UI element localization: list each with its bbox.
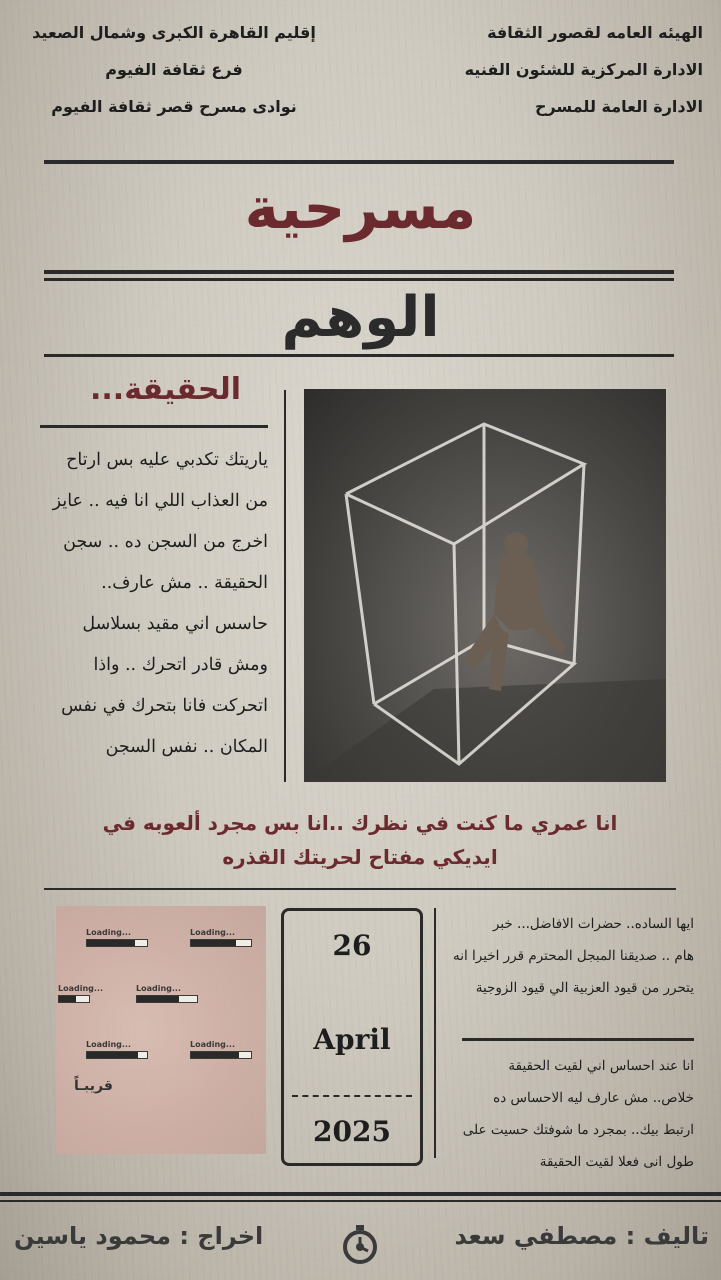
truth-heading: الحقيقة... xyxy=(90,372,241,407)
divider xyxy=(462,1038,694,1041)
loading-indicator xyxy=(190,928,252,947)
truth-line: حاسس اني مقيد بسلاسل xyxy=(82,614,268,634)
announcement-top xyxy=(432,908,694,1004)
progress-bar xyxy=(190,939,252,947)
loading-indicator xyxy=(86,1040,148,1059)
truth-line: اخرج من السجن ده .. سجن xyxy=(63,532,268,552)
truth-text xyxy=(38,440,268,768)
play-title: الوهم xyxy=(281,285,440,350)
progress-bar xyxy=(190,1051,252,1059)
loading-label: Loading... xyxy=(58,984,103,993)
progress-bar xyxy=(86,1051,148,1059)
loading-indicator xyxy=(136,984,198,1003)
header-line: الهيئه العامه لقصور الثقافة xyxy=(487,23,703,42)
header-line: إقليم القاهرة الكبرى وشمال الصعيد xyxy=(32,23,316,42)
header-region xyxy=(14,14,334,125)
date-day: 26 xyxy=(332,929,372,962)
loading-label: Loading... xyxy=(190,1040,235,1049)
loading-indicator xyxy=(86,928,148,947)
author-credit: تاليف : مصطفي سعد xyxy=(454,1222,709,1250)
progress-bar xyxy=(86,939,148,947)
divider xyxy=(44,278,674,281)
divider xyxy=(44,888,676,890)
truth-line: ياريتك تكدبي عليه بس ارتاح xyxy=(66,450,268,470)
announcement-line: ارتبط بيك.. بمجرد ما شوفتك حسيت على xyxy=(462,1122,694,1138)
play-kicker: مسرحية xyxy=(244,174,477,242)
column-separator xyxy=(284,390,286,782)
truth-line: ومش قادر اتحرك .. واذا xyxy=(93,655,268,675)
stopwatch-icon xyxy=(340,1224,380,1264)
cube-photo xyxy=(304,389,666,782)
truth-line: الحقيقة .. مش عارف.. xyxy=(101,573,268,593)
announcement-line: خلاص.. مش عارف ليه الاحساس ده xyxy=(493,1090,694,1106)
cube-illustration xyxy=(304,389,666,782)
announcement-line: هام .. صديقنا المبجل المحترم قرر اخيرا انه xyxy=(452,948,694,964)
header-line: الادارة المركزية للشئون الفنيه xyxy=(464,60,703,79)
date-divider xyxy=(292,1095,412,1097)
truth-line: من العذاب اللي انا فيه .. عايز xyxy=(52,491,268,511)
loading-indicator xyxy=(58,984,103,1003)
header-line: نوادى مسرح قصر ثقافة الفيوم xyxy=(51,97,297,116)
loading-label: Loading... xyxy=(86,1040,131,1049)
divider xyxy=(44,270,674,274)
header-line: فرع ثقافة الفيوم xyxy=(105,60,243,79)
loading-panel xyxy=(56,906,266,1154)
date-box xyxy=(281,908,423,1166)
loading-label: Loading... xyxy=(86,928,131,937)
coming-soon-label: قريبـاً xyxy=(74,1078,113,1094)
truth-line: المكان .. نفس السجن xyxy=(105,737,268,757)
loading-label: Loading... xyxy=(136,984,181,993)
header-line: الادارة العامة للمسرح xyxy=(534,97,703,116)
director-credit: اخراج : محمود ياسين xyxy=(14,1222,264,1250)
progress-bar xyxy=(136,995,198,1003)
announcement-line: طول انى فعلا لقيت الحقيقة xyxy=(539,1154,694,1170)
loading-indicator xyxy=(190,1040,252,1059)
quote-line: انا عمري ما كنت في نظرك ..انا بس مجرد ألعوبه في xyxy=(102,811,618,835)
divider xyxy=(0,1192,721,1196)
divider xyxy=(44,160,674,164)
announcement-bottom xyxy=(432,1050,694,1178)
announcement-line: انا عند احساس اني لقيت الحقيقة xyxy=(508,1058,694,1074)
loading-label: Loading... xyxy=(190,928,235,937)
announcement-line: يتحرر من قيود العزبية الي قيود الزوجية xyxy=(475,980,694,996)
divider xyxy=(44,354,674,357)
truth-underline xyxy=(40,425,268,428)
progress-bar xyxy=(58,995,90,1003)
quote-line: ايديكي مفتاح لحريتك القذره xyxy=(222,845,498,869)
header-organization xyxy=(465,14,703,125)
quote-text xyxy=(30,806,690,874)
date-year: 2025 xyxy=(313,1115,391,1148)
announcement-line: ايها الساده.. حضرات الافاضل... خبر xyxy=(492,916,694,932)
date-month: April xyxy=(313,1023,391,1056)
divider xyxy=(0,1200,721,1202)
truth-line: اتحركت فانا بتحرك في نفس xyxy=(61,696,268,716)
